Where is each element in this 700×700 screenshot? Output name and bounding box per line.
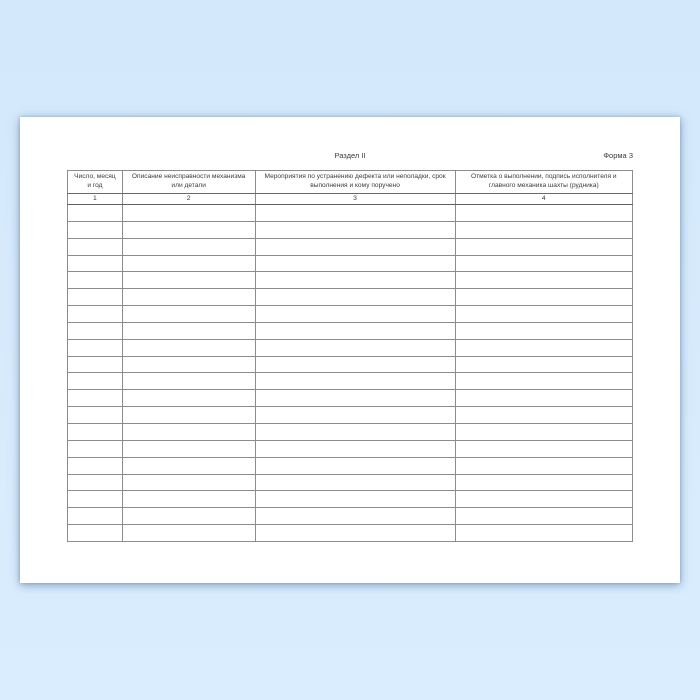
- table-cell: [68, 508, 123, 525]
- table-row: [68, 525, 633, 542]
- table-row: [68, 238, 633, 255]
- table-cell: [122, 356, 255, 373]
- table-cell: [122, 322, 255, 339]
- column-number-1: 1: [68, 194, 123, 205]
- table-cell: [255, 221, 455, 238]
- table-cell: [122, 390, 255, 407]
- table-cell: [122, 457, 255, 474]
- table-cell: [255, 491, 455, 508]
- column-number-row: [68, 194, 633, 205]
- table-cell: [68, 457, 123, 474]
- header-row: [68, 171, 633, 194]
- table-cell: [68, 407, 123, 424]
- table-cell: [455, 525, 632, 542]
- table-cell: [255, 356, 455, 373]
- table-cell: [455, 306, 632, 323]
- table-cell: [255, 508, 455, 525]
- table-cell: [455, 440, 632, 457]
- table-row: [68, 356, 633, 373]
- table-cell: [255, 407, 455, 424]
- table-cell: [68, 356, 123, 373]
- table-cell: [255, 457, 455, 474]
- table-cell: [255, 423, 455, 440]
- table-cell: [122, 272, 255, 289]
- section-title: Раздел II: [334, 151, 366, 160]
- table-cell: [68, 525, 123, 542]
- table-row: [68, 508, 633, 525]
- table-row: [68, 205, 633, 222]
- table-header: [68, 171, 633, 205]
- table-cell: [455, 373, 632, 390]
- table-cell: [122, 491, 255, 508]
- table-cell: [455, 457, 632, 474]
- table-cell: [68, 306, 123, 323]
- table-row: [68, 373, 633, 390]
- column-header-fault-description: Описание неисправности механизма или детали: [122, 171, 255, 194]
- table-cell: [122, 423, 255, 440]
- table-cell: [455, 474, 632, 491]
- table-cell: [122, 525, 255, 542]
- table-cell: [122, 339, 255, 356]
- table-cell: [122, 221, 255, 238]
- table-cell: [68, 423, 123, 440]
- table-cell: [122, 255, 255, 272]
- table-cell: [122, 238, 255, 255]
- table-cell: [255, 339, 455, 356]
- table-cell: [455, 255, 632, 272]
- table-row: [68, 289, 633, 306]
- table-row: [68, 407, 633, 424]
- table-cell: [255, 474, 455, 491]
- column-number-2: 2: [122, 194, 255, 205]
- column-header-date: Число, месяц и год: [68, 171, 123, 194]
- table-cell: [455, 238, 632, 255]
- table-cell: [68, 373, 123, 390]
- document-sheet: [20, 117, 680, 583]
- table-cell: [68, 390, 123, 407]
- table-cell: [455, 390, 632, 407]
- table-cell: [68, 221, 123, 238]
- table-cell: [455, 407, 632, 424]
- table-row: [68, 255, 633, 272]
- table-cell: [255, 440, 455, 457]
- table-row: [68, 390, 633, 407]
- table-row: [68, 306, 633, 323]
- table-cell: [455, 491, 632, 508]
- table-cell: [68, 474, 123, 491]
- table-cell: [255, 205, 455, 222]
- table-cell: [68, 255, 123, 272]
- table-cell: [122, 289, 255, 306]
- table-row: [68, 272, 633, 289]
- table-row: [68, 457, 633, 474]
- table-cell: [455, 322, 632, 339]
- table-cell: [255, 390, 455, 407]
- table-cell: [255, 373, 455, 390]
- table-cell: [122, 508, 255, 525]
- column-header-completion-mark: Отметка о выполнении, подпись исполнителя и главного механика шахты (рудника): [455, 171, 632, 194]
- table-cell: [455, 205, 632, 222]
- table-cell: [255, 238, 455, 255]
- table-cell: [455, 272, 632, 289]
- table-cell: [255, 289, 455, 306]
- table-cell: [68, 272, 123, 289]
- table-cell: [255, 255, 455, 272]
- table-row: [68, 339, 633, 356]
- table-body: [68, 205, 633, 542]
- table-cell: [455, 508, 632, 525]
- table-cell: [68, 339, 123, 356]
- table-cell: [255, 525, 455, 542]
- table-cell: [122, 205, 255, 222]
- table-cell: [255, 272, 455, 289]
- table-row: [68, 221, 633, 238]
- form-label: Форма 3: [603, 151, 633, 160]
- table-cell: [455, 339, 632, 356]
- table-row: [68, 423, 633, 440]
- table-row: [68, 491, 633, 508]
- journal-table: [67, 170, 633, 542]
- caption-row: [67, 151, 633, 162]
- table-cell: [68, 289, 123, 306]
- table-cell: [255, 322, 455, 339]
- table-cell: [122, 373, 255, 390]
- table-cell: [455, 356, 632, 373]
- table-cell: [122, 474, 255, 491]
- table-cell: [68, 205, 123, 222]
- table-row: [68, 474, 633, 491]
- table-cell: [122, 306, 255, 323]
- table-row: [68, 322, 633, 339]
- table-cell: [68, 440, 123, 457]
- table-cell: [455, 423, 632, 440]
- table-cell: [68, 238, 123, 255]
- table-cell: [68, 491, 123, 508]
- table-cell: [122, 440, 255, 457]
- table-cell: [455, 289, 632, 306]
- column-number-4: 4: [455, 194, 632, 205]
- table-cell: [455, 221, 632, 238]
- table-row: [68, 440, 633, 457]
- table-cell: [68, 322, 123, 339]
- table-cell: [122, 407, 255, 424]
- column-number-3: 3: [255, 194, 455, 205]
- table-cell: [255, 306, 455, 323]
- column-header-measures: Мероприятия по устранению дефекта или неполадки, срок выполнения и кому поручено: [255, 171, 455, 194]
